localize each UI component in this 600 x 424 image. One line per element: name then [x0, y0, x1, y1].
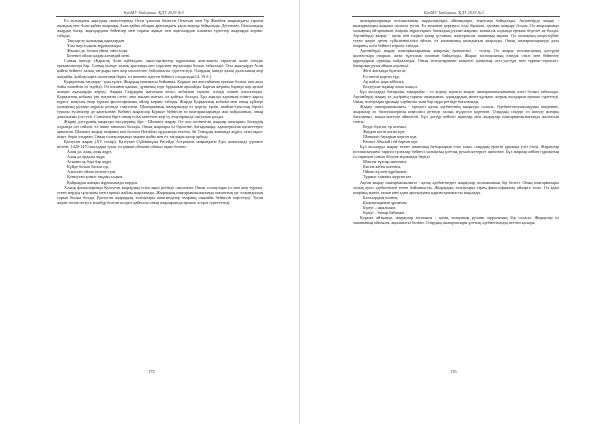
right-page: [300, 0, 600, 424]
verse-line: Ел шетін қорғап тұр,: [363, 73, 400, 79]
verse-line: Агынан ақ бөрі бар жұрт,: [67, 159, 112, 165]
verse-line: Алыстан ойлап келген едім,: [67, 169, 117, 175]
verse-line: Кешегі Абылай ғой барған күн.: [363, 139, 419, 145]
verse-line: Тұрмыс тамаша жүрген кез.: [363, 174, 413, 180]
paragraph: Жырау дәстүрінің маңызды өкілдерінің бірі - Шалкиіз жырау. Ол жас кезінен-ақ жырлар шығарып, билердің алдында сөз сөйлеп, ел ішіне танымал болады. Оның жырлары ел бірлігіне, батырлыққа, адамгершілік қасиеттерге арналған. Шалкиіз жырау өмірінің көп бөлігін Ноғайлы ордасында өткізіп, би Темірдің жанында жүріп, оған ақыл-кеңес беріп отырған. Оның толғауларында замана жайы мен ел тағдыры қатар өрбиді.: [57, 118, 263, 140]
verse-line: Қоныстан қоныс таңдап алдым,: [67, 174, 124, 180]
paragraph: Ақтан жырау шығармашылығы - қазақ әдебиетіндегі жыраулар поэзиясының бір белесі. Оның шығармалары халық ауыз әдебиетімен етене байланысты. Жыраудың толғаулары терең философиялық ойларға толы. Ол адам өмірінің мәнін, заман мен адам арасындағы қарым-қатынасты жырлады.: [353, 179, 559, 195]
verse-line: Қызықтыратын ұрпағым,: [363, 199, 408, 205]
verse-line: Жаудан кегін алған күн,: [363, 129, 406, 135]
verse-line: Қайраңдап жатқан жұртымызды көрдім.: [67, 179, 139, 185]
paragraph: Қорқыттың тағдыры - ұлы тұлға. Жырдың мағынасы бойынша, Қорқыт ата жастайынан ерекше болып, көп жыл бойы өлмейтін ел іздейді. Ол өлімнен қашып, дүниенің төрт бұрышын аралайды. Барған жерінің бәрінде көр қазып жатқан адамдарды көреді. Ақыры Сырдария жағасына келіп, кобызын тартып, өлімді өзінен алыстатады. Қорқыттың кобызы үні тоқтаған сәтте, оны жылан шағып, ол қайтыс болады. Бұл аңызда адамның өлімге қарсы күресі, мәңгілік өмір туралы философиялық ойлар көрініс табады. Жырда Қорқыттың кобызы мен оның күйлері халықтың рухани мұрасы ретінде сақталған. Шығарманың мазмұнында ел қорғау, ерлік, ағайын-туыстың бірлігі туралы түсініктер де қамтылған. Кейінгі жыраулар Қорқыт бейнесін өз шығармаларында жиі пайдаланып, оның даналығын үлгі етті. Сонымен бірге оның есімі көптеген жер-су атауларында сақталып қалды.: [57, 78, 263, 119]
body-text: [57, 18, 263, 205]
verse-line: Жылап да, болып ойып, енін алды: [67, 48, 128, 54]
paragraph: Соның ішінде «Қарасақ Асан қайғыдан» аңыз-әңгімелер құрылымы жан-жақты таралған және өзіндік ерекшеліктері бар. Соның ішінде халық арасында көп таралған нұсқалары болып табылады. Осы аңыздарда Асан қайғы бейнесі халық тағдыры мен жер мәселесіне байланысты суреттеледі. Олардың ішінде қазақ даласының жер жағдайы, жайлауларға сипаттама беріп, ел мекенін іздеген бейнесі сомдалады [4, 19 б.].: [57, 58, 263, 79]
body-text: [353, 18, 559, 225]
verse-line: Жеті жасында бұлғап ат,: [363, 68, 407, 74]
verse-line: Бөтенін ойлап қадам алғандай мені.: [67, 53, 131, 59]
paragraph: Халық фольклорында Қазтуған жыраудың есімі аңыз ретінде сақталған. Оның толғаулары ел мен жер туралы, туған жердің сұлулығы мен тарихы жайлы жырланады. Жыраудың шығармашылығында азаматтық үн, елжандылық сарын басым болды. Қазтуған жыраудың толғаулары көшпенділер өмірінің шынайы бейнесін көрсетеді. Туған жерін тастап кетуге мәжбүр болған кездегі қайғысы оның жырларында ерекше әсерлі суреттеледі.: [57, 184, 263, 205]
verse-line: Мінсем тұлпар мінгенім,: [363, 159, 408, 165]
paragraph: Қазтуған жырау (XV ғасыр). Қазтуған Сүйінішұлы Ресейде Астрахань маңындағы Еділ жағасында дүниеге келген. 1420-1470 жылдары туып, ел қамын ойлаған ойшыл ақын болған.: [57, 139, 263, 150]
verse-line: Кисем жібек кигенім,: [363, 164, 402, 170]
verse-line: Белдеуіме жұмыр алып шықса.: [363, 83, 418, 89]
verse-line: Ұлы жер алдына жұртымызды: [67, 43, 121, 49]
running-head: ҚазМУ Хабаршы. ҚДТ 2019 №3: [124, 10, 184, 15]
running-head: ҚазМУ Хабаршы. ҚДТ 2019 №3: [424, 10, 484, 15]
paragraph: Ел аузындағы аңыздың сюжеттерінде Оғыз ұлысын билеген Оғызхан мен Ор Жанібек жырындағы тарихи шындық пен Асан қайғы жырлары Асан қайғы ойлары арасындағы ұқсастықтар байқалады. Дегенмен, Оғызхандық жырдан басқа, аңыздардағы бейнелер мен тарихи ақиқат пен оқиғалардан алынған суреттер жырларда көрініс табады.: [57, 18, 263, 39]
verse-line: Біреуі – ақылшым,: [363, 204, 397, 210]
verse-line: Ойнап күлген құрбымен,: [363, 169, 408, 175]
verse-line: Тақсыр-ау қалмадық қаралардан: [67, 38, 125, 44]
verse-line: Біреуі – батыр бабамыз.: [363, 209, 406, 215]
paragraph: шығармаларында поэзиясының заңдылықтары, айшықтары, теңеулері байқалады. Ақтамберді жырау - шығармалары жаңаша сипатта туған. Ел аумағын қорғауға, елді бірлікке, ерлікке шақыру болды. Ол жырларында халықтың ой-арманын, өмірлік мұраттарын, батылдық рухын жырлап, көпшілік алдында ерекше беделге ие болды. Ақтамберді жырау - ерлік пен елдікті қатар ұстанып, жаугершілік заманның ақыны. Ол халықтың көңіл-күйін, туған жерге деген сүйіспеншілігін айтып, өз заманының шындығын жырлады. Оның шығармаларында дала өмірінің әсем бейнесі көрініс табады.: [353, 18, 559, 49]
verse-line: Күйде болып басып еді,: [67, 164, 110, 170]
paragraph: Бұл жолдарда жырау өткен заманның батырларын еске алып, олардың ерлігін ұрпаққа үлгі етеді. Жыраулар поэзиясындағы тарихи тұлғалар бейнесі халықтың ұлттық рухын көтеруге арналған. Бұл жырлар кейінгі ұрпақтың ел тарихын танып білуіне мүмкіндік береді.: [353, 144, 559, 160]
paragraph: Жырау шығармашылығы - ертедегі қазақ әдебиетінің маңызды саласы. Әдебиеттанушылардың пікірінше, жыраулар ел билеушілерінің кеңесшісі ретінде халық мүддесін қорғаған. Олардың сөздері ел ішінде жоғары бағаланып, мақал-мәтелге айналған. Бұл дәстүр кейінгі ақындар мен жыраулар шығармашылығында жалғасын тапты.: [353, 103, 559, 124]
verse-line: Алаң да ордалы жұрт,: [67, 154, 106, 160]
verse-line: Ақ найза, қара айбалта,: [363, 78, 405, 84]
verse-line: Алаң да, алаң, алаң жұрт,: [67, 149, 112, 155]
paragraph: Бұл жолдарда батырлық тақырыбы - ел қорғау идеясы жырау шығармашылығының өзегі болып табылады. Ақтамберді жырау өз дәуірінің тарихи шындығын, адамдардың мінез-құлқын, жорық жолдарын ерекше суреттеді. Оның толғаулары ұрпаққа тәрбиелік мәні бар мұра ретінде бағаланады.: [353, 88, 559, 104]
header-rule: [352, 16, 560, 17]
header-rule: [56, 16, 264, 17]
paragraph: Ақтамберді жырау шығармаларының жанрлық ерекшелігі - толғау. Ол жырау поэзиясының дәстүрін жалғастыра отырып, жеке тұлғалық сипатын байқатады. Жырау поэзиясының өзіндік стилі мен бейнелеу құралдарын орынды пайдаланды. Оның толғауларынан көшпелі қазақтың салт-дәстүрі мен тұрмыс-тіршілігі, батырлық рухы айқын көрінеді:: [353, 48, 559, 69]
verse-line: Шаншып бауырын көрген күн,: [363, 134, 418, 140]
paragraph: Қорыта айтқанда, жыраулар поэзиясы - қазақ халқының рухани мұрасының бір саласы. Жыраулар өз заманының ойшылы, ақылшысы болған. Олардың шығармалары ұлттық әдебиетіміздің негізін қалады.: [353, 214, 559, 225]
page-number: 176: [450, 369, 457, 374]
page-number: 175: [148, 369, 155, 374]
verse-line: Балалардың ішінен,: [363, 194, 399, 200]
verse-line: Кеуде бұлғап, ер атанып,: [363, 123, 407, 129]
